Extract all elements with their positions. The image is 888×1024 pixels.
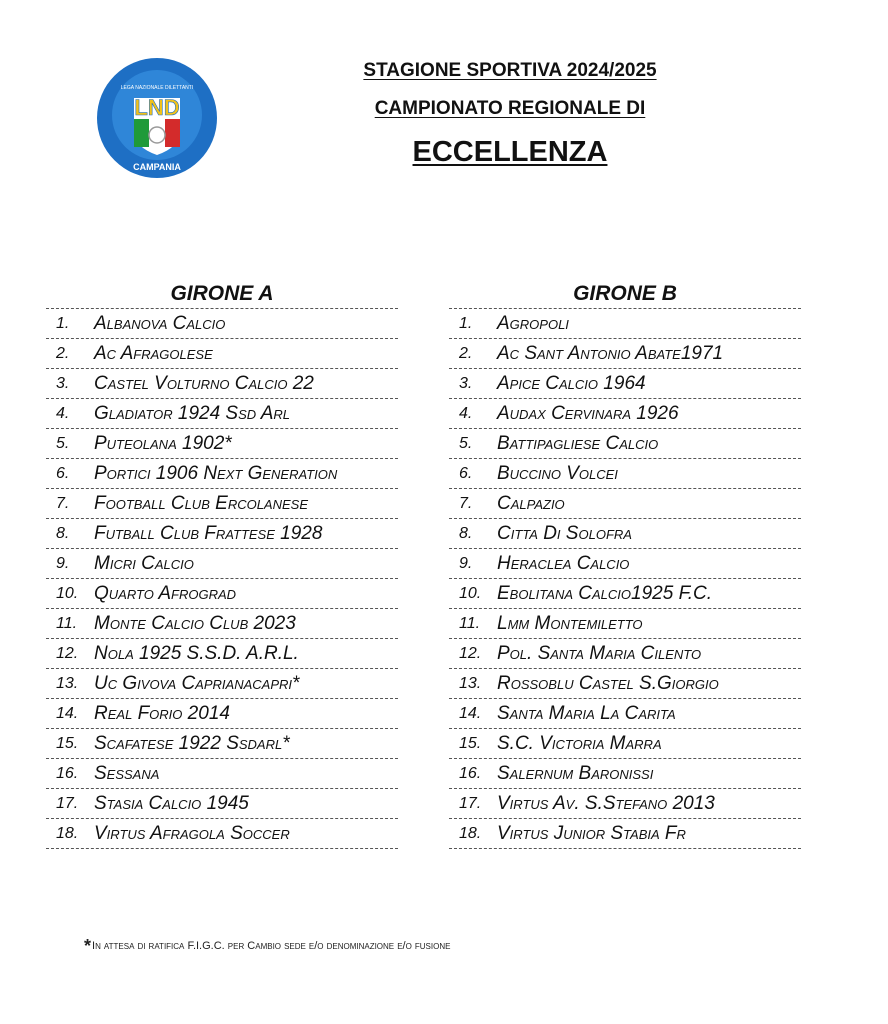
team-row	[449, 789, 801, 819]
logo-initials: LND	[134, 95, 180, 120]
team-number: 6.	[56, 464, 70, 482]
team-row	[46, 369, 398, 399]
team-row	[449, 699, 801, 729]
team-row	[46, 339, 398, 369]
team-row	[449, 759, 801, 789]
team-name: Quarto Afrograd	[94, 583, 237, 604]
logo-region: CAMPANIA	[133, 162, 181, 172]
team-list	[46, 308, 398, 849]
team-row	[46, 459, 398, 489]
team-number: 16.	[459, 764, 482, 782]
team-row	[449, 339, 801, 369]
team-name: Virtus Av. S.Stefano 2013	[497, 793, 715, 814]
team-name: Stasia Calcio 1945	[94, 793, 249, 814]
team-number: 5.	[56, 434, 70, 452]
team-name: Ac Sant Antonio Abate1971	[497, 343, 724, 364]
team-number: 17.	[459, 794, 482, 812]
team-name: Nola 1925 S.S.D. A.R.L.	[94, 643, 299, 664]
team-list	[449, 308, 801, 849]
team-number: 2.	[56, 344, 70, 362]
team-row	[449, 399, 801, 429]
team-number: 11.	[459, 614, 481, 632]
team-name: Rossoblu Castel S.Giorgio	[497, 673, 719, 694]
team-row	[449, 459, 801, 489]
team-row	[449, 549, 801, 579]
logo-small-text: LEGA NAZIONALE DILETTANTI	[120, 85, 194, 91]
team-name: Futball Club Frattese 1928	[94, 523, 323, 544]
footnote-asterisk: *	[84, 936, 92, 956]
team-name: Battipagliese Calcio	[497, 433, 659, 454]
team-number: 8.	[56, 524, 70, 542]
team-number: 8.	[459, 524, 473, 542]
team-number: 14.	[459, 704, 482, 722]
team-name: Agropoli	[497, 313, 569, 334]
girone-a	[46, 280, 398, 849]
team-number: 7.	[459, 494, 473, 512]
team-row	[46, 699, 398, 729]
team-row	[46, 429, 398, 459]
team-row	[449, 489, 801, 519]
team-name: Buccino Volcei	[497, 463, 618, 484]
team-number: 9.	[56, 554, 70, 572]
team-name: Sessana	[94, 763, 160, 784]
team-row	[46, 789, 398, 819]
team-number: 11.	[56, 614, 78, 632]
team-row	[46, 759, 398, 789]
team-row	[46, 489, 398, 519]
team-name: Scafatese 1922 Ssdarl*	[94, 733, 290, 754]
team-name: Heraclea Calcio	[497, 553, 630, 574]
team-number: 10.	[56, 584, 79, 602]
team-name: Pol. Santa Maria Cilento	[497, 643, 702, 664]
team-row	[46, 399, 398, 429]
team-name: Ebolitana Calcio1925 F.C.	[497, 583, 712, 604]
team-name: Monte Calcio Club 2023	[94, 613, 296, 634]
team-name: Football Club Ercolanese	[94, 493, 309, 514]
team-number: 12.	[56, 644, 79, 662]
girone-b	[449, 280, 801, 849]
team-number: 16.	[56, 764, 79, 782]
footnote	[84, 936, 450, 957]
team-number: 12.	[459, 644, 482, 662]
team-name: Virtus Afragola Soccer	[94, 823, 290, 844]
team-row	[46, 309, 398, 339]
team-row	[46, 819, 398, 849]
team-row	[449, 309, 801, 339]
team-name: Castel Volturno Calcio 22	[94, 373, 314, 394]
team-row	[449, 639, 801, 669]
team-number: 6.	[459, 464, 473, 482]
team-name: Ac Afragolese	[94, 343, 213, 364]
team-name: Calpazio	[497, 493, 565, 514]
team-name: Portici 1906 Next Generation	[94, 463, 338, 484]
team-name: Albanova Calcio	[94, 313, 226, 334]
team-number: 5.	[459, 434, 473, 452]
team-name: Citta Di Solofra	[497, 523, 632, 544]
team-row	[46, 519, 398, 549]
team-number: 2.	[459, 344, 473, 362]
team-number: 18.	[56, 824, 79, 842]
team-number: 15.	[56, 734, 79, 752]
team-name: Audax Cervinara 1926	[497, 403, 679, 424]
group-title: GIRONE B	[573, 282, 677, 305]
team-number: 1.	[56, 314, 70, 332]
team-number: 4.	[459, 404, 473, 422]
team-row	[449, 729, 801, 759]
team-row	[46, 609, 398, 639]
team-name: Uc Givova Caprianacapri*	[94, 673, 300, 694]
team-row	[46, 729, 398, 759]
team-name: Gladiator 1924 Ssd Arl	[94, 403, 291, 424]
team-row	[46, 579, 398, 609]
team-name: S.C. Victoria Marra	[497, 733, 662, 754]
footnote-text: In attesa di ratifica F.I.G.C. per Cambio sede e/o denominazione e/o fusione	[92, 940, 451, 952]
team-number: 14.	[56, 704, 79, 722]
championship-title: CAMPIONATO REGIONALE DI	[374, 98, 646, 119]
team-row	[449, 429, 801, 459]
team-name: Micri Calcio	[94, 553, 194, 574]
team-number: 17.	[56, 794, 79, 812]
lnd-campania-logo	[96, 57, 218, 179]
team-number: 13.	[56, 674, 79, 692]
team-number: 7.	[56, 494, 70, 512]
team-number: 9.	[459, 554, 473, 572]
team-row	[449, 609, 801, 639]
team-row	[46, 639, 398, 669]
team-number: 18.	[459, 824, 482, 842]
team-name: Santa Maria La Carita	[497, 703, 676, 724]
team-name: Lmm Montemiletto	[497, 613, 643, 634]
team-number: 1.	[459, 314, 473, 332]
team-name: Puteolana 1902*	[94, 433, 232, 454]
league-title: ECCELLENZA	[412, 136, 608, 168]
team-number: 15.	[459, 734, 482, 752]
team-number: 3.	[459, 374, 473, 392]
team-name: Real Forio 2014	[94, 703, 230, 724]
team-row	[449, 519, 801, 549]
team-number: 13.	[459, 674, 482, 692]
team-name: Salernum Baronissi	[497, 763, 654, 784]
team-row	[46, 549, 398, 579]
season-title: STAGIONE SPORTIVA 2024/2025	[363, 60, 657, 81]
team-row	[46, 669, 398, 699]
team-number: 4.	[56, 404, 70, 422]
team-name: Apice Calcio 1964	[497, 373, 646, 394]
team-number: 10.	[459, 584, 482, 602]
group-title: GIRONE A	[170, 282, 274, 305]
team-name: Virtus Junior Stabia Fr	[497, 823, 686, 844]
team-number: 3.	[56, 374, 70, 392]
team-row	[449, 579, 801, 609]
team-row	[449, 819, 801, 849]
team-row	[449, 369, 801, 399]
team-row	[449, 669, 801, 699]
